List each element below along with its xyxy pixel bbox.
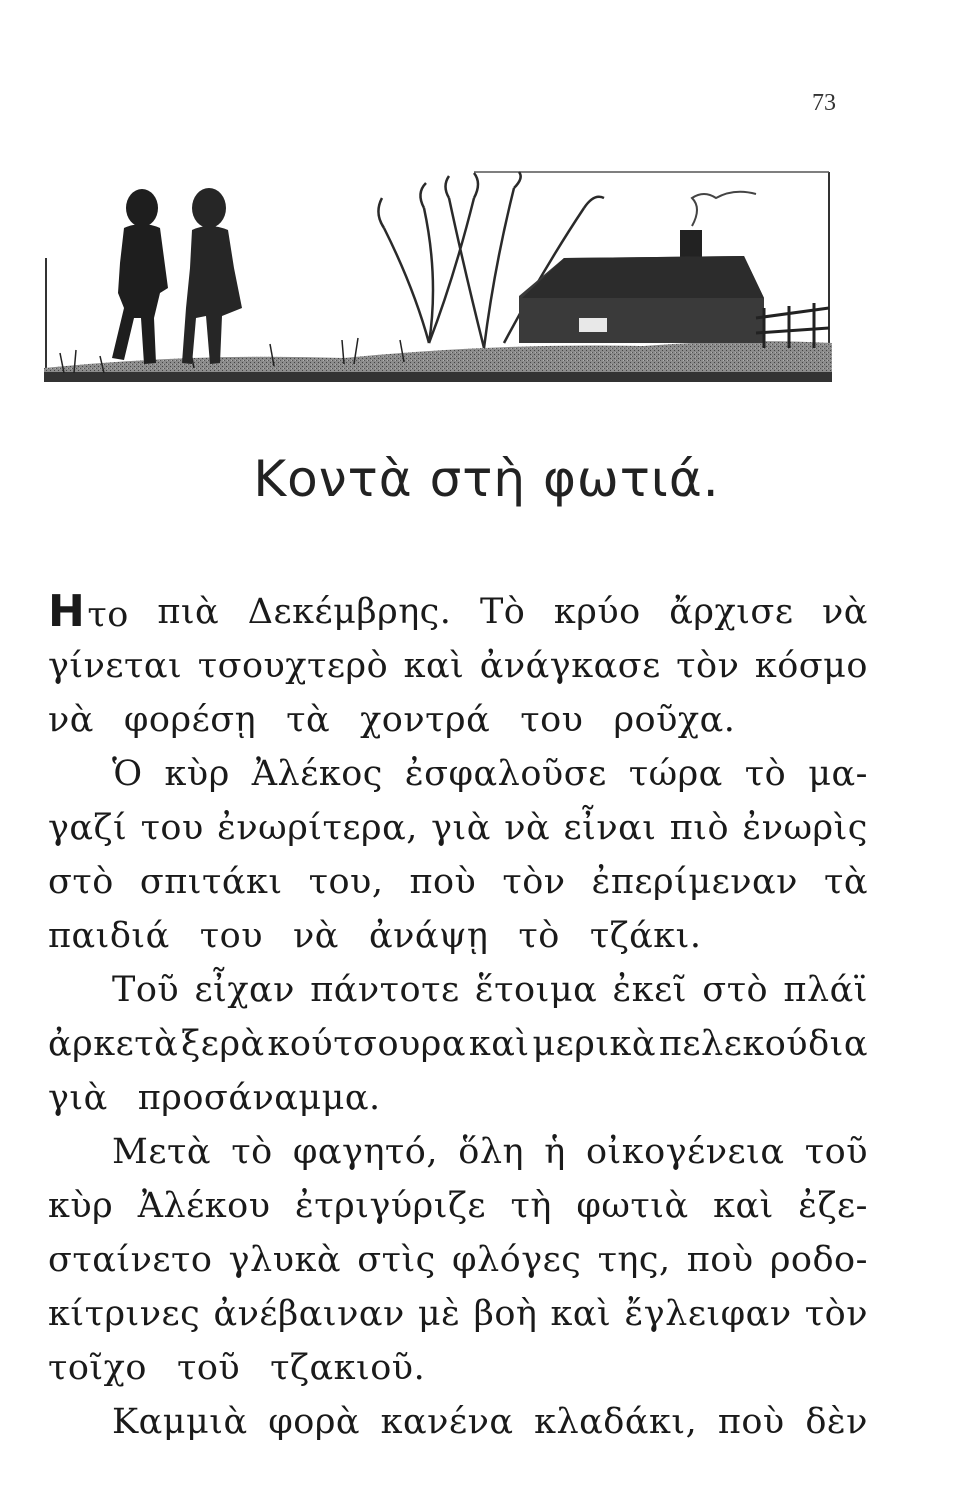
child-silhouette-left — [112, 189, 168, 364]
word: οἰκογένεια — [585, 1132, 785, 1172]
word: τὰ — [823, 862, 868, 902]
text-line — [48, 639, 868, 693]
word: πάντοτε — [310, 970, 460, 1010]
word: καὶ — [550, 1294, 612, 1334]
word: φορέσῃ — [123, 700, 257, 740]
word: ποὺ — [409, 862, 477, 902]
word: κὺρ — [164, 754, 230, 794]
word: στὶς — [357, 1240, 436, 1280]
word: κρύο — [553, 592, 641, 632]
text-line — [48, 1341, 868, 1395]
text-line — [48, 1233, 868, 1287]
word: φορὰ — [268, 1402, 361, 1442]
word: καὶ — [403, 646, 465, 686]
chapter-title: Κοντὰ στὴ φωτιά. — [253, 450, 720, 508]
word: χοντρά — [360, 700, 491, 740]
word: ἀνέβαιναν — [213, 1294, 405, 1334]
word: ἐζε- — [798, 1186, 868, 1226]
word: ἐτριγύριζε — [295, 1186, 487, 1226]
word: Τοῦ — [112, 970, 180, 1010]
word: νὰ — [504, 808, 551, 848]
text-line — [48, 747, 868, 801]
text-line — [48, 585, 868, 639]
word: νὰ — [822, 592, 868, 632]
text-line — [48, 1179, 868, 1233]
text-line — [48, 693, 868, 747]
word: κούτσουρα — [267, 1024, 467, 1064]
word: γαζί — [48, 808, 128, 848]
word: παιδιά — [48, 916, 170, 956]
word: τὸν — [676, 646, 740, 686]
word: εἶχαν — [194, 970, 295, 1010]
word: ποὺ — [686, 1240, 754, 1280]
word: ποὺ — [717, 1402, 785, 1442]
word: τὴ — [510, 1186, 552, 1226]
word: εἶναι — [563, 808, 657, 848]
word: ἔγλειφαν — [624, 1294, 792, 1334]
word: Ἀλέκου — [137, 1186, 271, 1226]
word: γίνεται — [48, 646, 183, 686]
text-line — [48, 963, 868, 1017]
word: ὅλη — [458, 1132, 524, 1172]
word: ροδο- — [769, 1240, 868, 1280]
word: ἀνάγκασε — [479, 646, 661, 686]
word: ἀνάψῃ — [368, 916, 489, 956]
word: σταίνετο — [48, 1240, 213, 1280]
word: κίτρινες — [48, 1294, 201, 1334]
word: πλάϊ — [783, 970, 868, 1010]
word: πιὸ — [669, 808, 730, 848]
word: του — [140, 808, 204, 848]
child-silhouette-right — [182, 188, 242, 364]
word: γιὰ — [431, 808, 491, 848]
word: ἐνωρίτερα, — [217, 808, 418, 848]
body-text — [48, 585, 868, 1449]
text-line — [48, 1287, 868, 1341]
word: σπιτάκι — [139, 862, 283, 902]
word: Ἀλέκος — [251, 754, 383, 794]
word: ἡ — [544, 1132, 566, 1172]
text-line — [48, 1395, 868, 1449]
text-line — [48, 1125, 868, 1179]
text-line — [48, 1017, 868, 1071]
word: νὰ — [293, 916, 339, 956]
word: τοῦ — [176, 1348, 241, 1388]
cottage-silhouette — [519, 192, 764, 343]
text-line — [48, 801, 868, 855]
word: καὶ — [468, 1024, 530, 1064]
word: ξερὰ — [181, 1024, 265, 1064]
word: Δεκέμβρης. — [247, 592, 452, 632]
word: πιὰ — [157, 592, 220, 632]
word: του — [199, 916, 264, 956]
word: κλαδάκι, — [534, 1402, 698, 1442]
word: τοῖχο — [48, 1348, 147, 1388]
word: κανένα — [380, 1402, 514, 1442]
word: ροῦχα. — [613, 700, 736, 740]
word: τσουχτερὸ — [197, 646, 389, 686]
word: στὸ — [48, 862, 114, 902]
word: γλυκὰ — [228, 1240, 342, 1280]
word: πελεκούδια — [658, 1024, 868, 1064]
word: τὸ — [744, 754, 787, 794]
word: του — [520, 700, 584, 740]
word: ἐσφαλοῦσε — [404, 754, 607, 794]
word: Ητο — [48, 586, 129, 637]
word: του, — [308, 862, 384, 902]
text-line — [48, 855, 868, 909]
word: Ὁ — [112, 754, 143, 794]
word: Τὸ — [479, 592, 526, 632]
illustration-children-walking-near-house — [44, 168, 832, 382]
word: βοὴ — [473, 1294, 538, 1334]
word: τοῦ — [804, 1132, 868, 1172]
word: ἕτοιμα — [474, 970, 598, 1010]
word: ἐπερίμεναν — [591, 862, 798, 902]
word: μα- — [808, 754, 868, 794]
word: τζακιοῦ. — [270, 1348, 426, 1388]
word: στὸ — [702, 970, 769, 1010]
word: ἐνωρὶς — [742, 808, 868, 848]
word: καὶ — [713, 1186, 774, 1226]
word: νὰ — [48, 700, 94, 740]
word: τὸ — [518, 916, 560, 956]
word: φλόγες — [451, 1240, 582, 1280]
word: τὸ — [231, 1132, 273, 1172]
word: Μετὰ — [112, 1132, 211, 1172]
word: μὲ — [417, 1294, 461, 1334]
word: κὺρ — [48, 1186, 114, 1226]
word: ἄρχισε — [669, 592, 794, 632]
word: Καμμιὰ — [112, 1402, 248, 1442]
word: τὰ — [286, 700, 331, 740]
word: ἐκεῖ — [612, 970, 688, 1010]
word: τὸν — [804, 1294, 868, 1334]
page-number: 73 — [812, 90, 836, 116]
word: φωτιὰ — [576, 1186, 689, 1226]
word: τὸν — [502, 862, 566, 902]
text-line — [48, 909, 868, 963]
word: δὲν — [805, 1402, 868, 1442]
word: μερικὰ — [532, 1024, 657, 1064]
word: κόσμο — [754, 646, 868, 686]
word: τζάκι. — [589, 916, 702, 956]
text-line — [48, 1071, 868, 1125]
word: της, — [597, 1240, 671, 1280]
word: φαγητό, — [292, 1132, 438, 1172]
word: ἀρκετὰ — [48, 1024, 179, 1064]
drop-cap: Η — [48, 586, 86, 637]
word: τώρα — [628, 754, 723, 794]
word: προσάναμμα. — [137, 1078, 381, 1118]
word: γιὰ — [48, 1078, 108, 1118]
